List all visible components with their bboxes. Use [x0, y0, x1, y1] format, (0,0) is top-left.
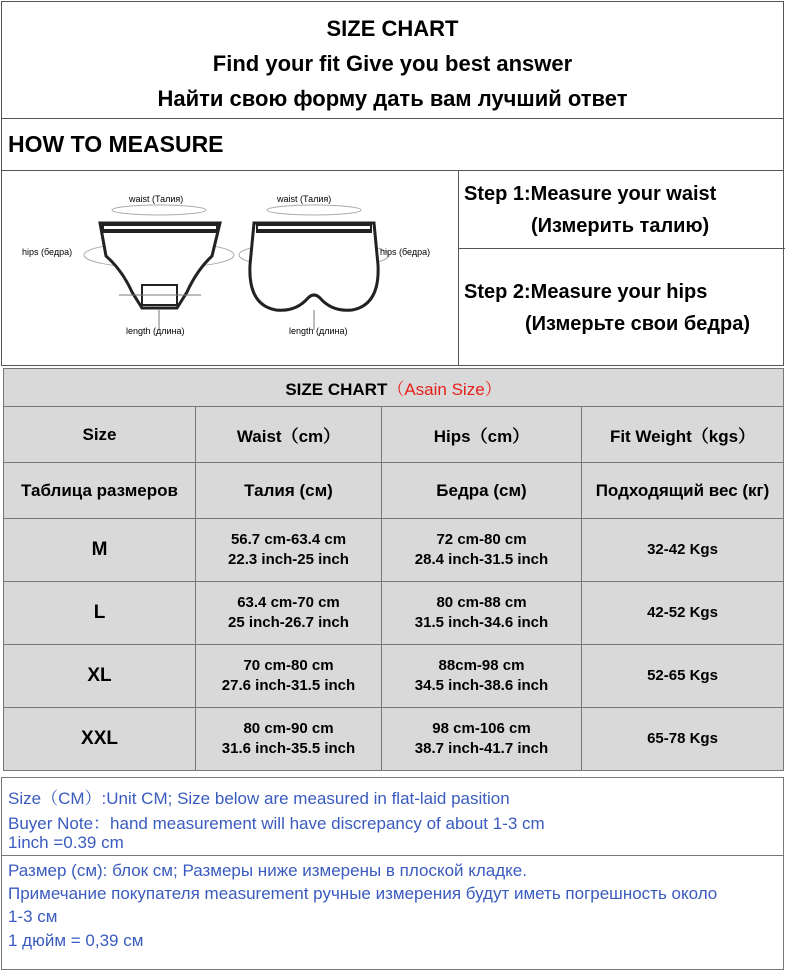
table-header-row-ru	[4, 463, 784, 519]
waist-measure-ellipse	[112, 205, 206, 215]
size-cell: L	[4, 582, 196, 645]
hips-label: hips (бедра)	[22, 247, 73, 257]
note-line: Buyer Note：hand measurement will have discrepancy of about 1-3 cm	[8, 814, 545, 833]
waist-measure-ellipse	[267, 205, 361, 215]
size-cell: XL	[4, 645, 196, 708]
measure-section	[1, 170, 784, 366]
header-waist-ru: Талия (см)	[196, 463, 382, 519]
table-row	[4, 645, 784, 708]
waist-cell	[196, 519, 382, 582]
waist-cm: 80 cm-90 cm	[243, 720, 334, 737]
note-line: 1 дюйм = 0,39 см	[8, 931, 144, 950]
table-header-row-en	[4, 407, 784, 463]
brief-front-figure	[84, 205, 234, 330]
step-1-subtitle: (Измерить талию)	[531, 215, 710, 237]
boyshort-front-figure	[239, 205, 389, 330]
notes-russian	[1, 856, 784, 970]
hips-cm: 88cm-98 cm	[438, 657, 525, 674]
size-cell: XXL	[4, 708, 196, 771]
step-1-title: Step 1:Measure your waist	[464, 183, 717, 205]
underwear-diagram-illustration	[2, 170, 458, 366]
note-line: Примечание покупателя measurement ручные измерения будут иметь погрешность около	[8, 884, 718, 903]
waist-inch: 27.6 inch-31.5 inch	[221, 677, 356, 694]
waist-cm: 56.7 cm-63.4 cm	[230, 531, 347, 548]
hips-label: hips (бедра)	[380, 247, 431, 257]
waist-inch: 31.6 inch-35.5 inch	[221, 740, 356, 757]
weight-cell: 65-78 Kgs	[582, 708, 784, 771]
hips-cm: 72 cm-80 cm	[436, 531, 527, 548]
hips-inch: 31.5 inch-34.6 inch	[414, 614, 549, 631]
page-title: SIZE CHART	[326, 16, 459, 41]
hips-cell	[382, 519, 582, 582]
header-size: Size	[4, 407, 196, 463]
table-caption-row	[4, 369, 784, 407]
hips-inch: 34.5 inch-38.6 inch	[414, 677, 549, 694]
header-box	[1, 1, 784, 119]
table-caption-title: SIZE CHART	[285, 380, 388, 399]
header-hips: Hips（cm）	[382, 407, 582, 463]
weight-cell: 52-65 Kgs	[582, 645, 784, 708]
step-2-subtitle: (Измерьте свои бедра)	[525, 313, 751, 335]
waist-label: waist (Талия)	[129, 194, 184, 204]
table-row	[4, 519, 784, 582]
hips-cell	[382, 582, 582, 645]
hips-cell	[382, 645, 582, 708]
step-2-title: Step 2:Measure your hips	[464, 281, 708, 303]
table-caption	[4, 369, 784, 407]
hips-inch: 28.4 inch-31.5 inch	[414, 551, 549, 568]
header-hips-ru: Бедра (см)	[382, 463, 582, 519]
note-line: 1inch =0.39 cm	[8, 833, 124, 852]
hips-inch: 38.7 inch-41.7 inch	[414, 740, 549, 757]
table-row	[4, 708, 784, 771]
subtitle-en: Find your fit Give you best answer	[212, 51, 573, 76]
size-cell: M	[4, 519, 196, 582]
subtitle-ru: Найти свою форму дать вам лучший ответ	[157, 86, 628, 111]
note-line: Размер (см): блок см; Размеры ниже измерены в плоской кладке.	[8, 861, 527, 880]
table-caption-note: （Asain Size）	[387, 380, 502, 399]
waist-inch: 25 inch-26.7 inch	[228, 614, 349, 631]
header-size-ru: Таблица размеров	[4, 463, 196, 519]
header-waist: Waist（cm）	[196, 407, 382, 463]
waist-cell	[196, 708, 382, 771]
hips-cell	[382, 708, 582, 771]
waist-cm: 63.4 cm-70 cm	[237, 594, 340, 611]
step-1	[459, 170, 785, 249]
weight-cell: 32-42 Kgs	[582, 519, 784, 582]
measure-steps	[459, 170, 785, 366]
size-table	[3, 368, 784, 771]
hips-cm: 80 cm-88 cm	[436, 594, 527, 611]
waist-inch: 22.3 inch-25 inch	[228, 551, 349, 568]
how-to-measure-heading: HOW TO MEASURE	[8, 131, 224, 157]
weight-cell: 42-52 Kgs	[582, 582, 784, 645]
note-line: 1-3 см	[8, 907, 58, 926]
note-line: Size（CM）:Unit CM; Size below are measured in flat-laid pasition	[8, 789, 510, 808]
measurement-diagram	[2, 170, 459, 366]
length-label: length (длина)	[126, 326, 185, 336]
notes-english	[1, 777, 784, 856]
waist-label: waist (Талия)	[277, 194, 332, 204]
waist-cm: 70 cm-80 cm	[243, 657, 334, 674]
table-row	[4, 582, 784, 645]
waist-cell	[196, 645, 382, 708]
header-weight-ru: Подходящий вес (кг)	[582, 463, 784, 519]
header-weight: Fit Weight（kgs）	[582, 407, 784, 463]
length-label: length (длина)	[289, 326, 348, 336]
step-2	[459, 249, 785, 366]
hips-cm: 98 cm-106 cm	[432, 720, 531, 737]
waist-cell	[196, 582, 382, 645]
how-to-measure-bar	[1, 118, 784, 171]
